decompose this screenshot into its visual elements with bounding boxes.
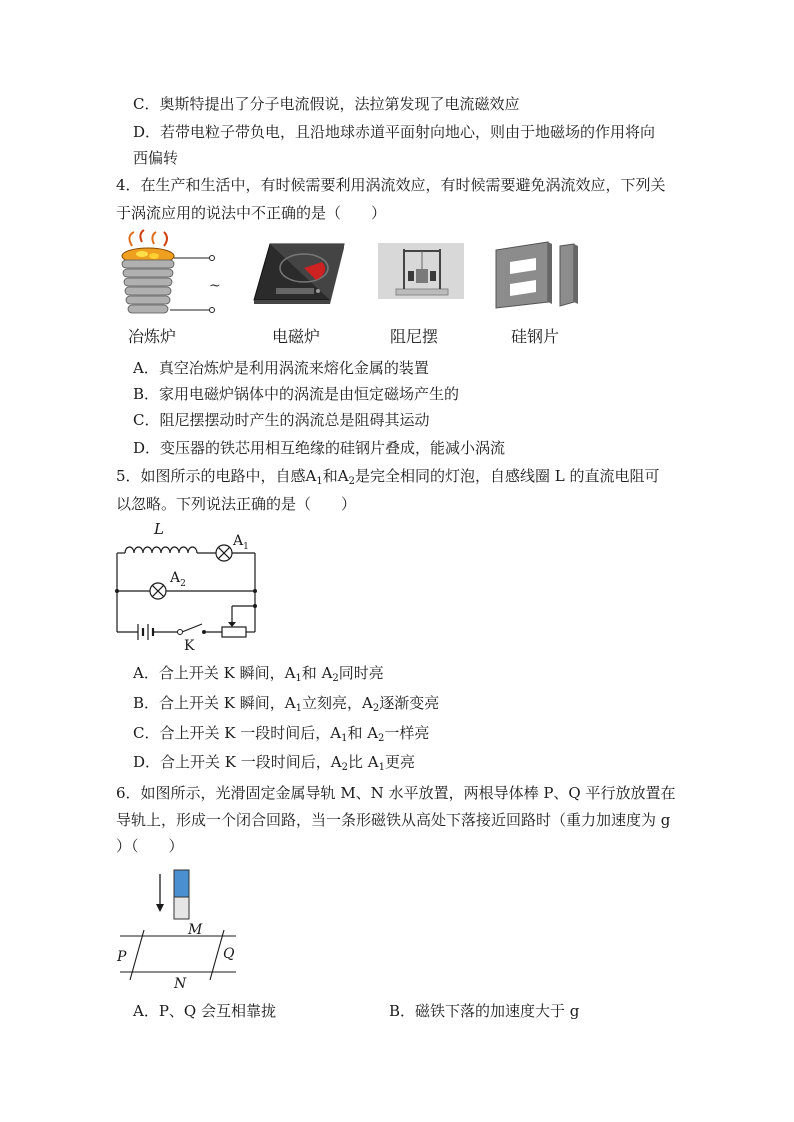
caption-smelting-furnace: 冶炼炉 [128, 327, 177, 346]
q5-option-b: B．合上开关 K 瞬间，$A_1$立刻亮，$A_2$逐渐变亮 [133, 694, 440, 714]
q3-option-d-line1: D．若带电粒子带负电，且沿地球赤道平面射向地心，则由于地磁场的作用将向 [133, 123, 656, 141]
coil-icon [122, 260, 174, 313]
switch-label: K [184, 638, 195, 654]
q4-stem-line1: 4．在生产和生活中，有时候需要利用涡流效应，有时候需要避免涡流效应，下列关 [116, 176, 666, 194]
rail-m-label: M [188, 922, 203, 938]
caption-damping-pendulum: 阻尼摆 [390, 327, 439, 346]
caption-silicon-steel: 硅钢片 [511, 327, 560, 346]
ac-tilde: ~ [209, 278, 221, 294]
q4-option-c: C．阻尼摆摆动时产生的涡流总是阻碍其运动 [133, 411, 430, 429]
damping-pendulum-figure [378, 243, 464, 299]
q6-stem-line2: 导轨上，形成一个闭合回路，当一条形磁铁从高处下落接近回路时（重力加速度为 g [116, 811, 671, 829]
flame-icon [129, 230, 167, 246]
q4-option-d: D．变压器的铁芯用相互绝缘的硅钢片叠成，能减小涡流 [133, 439, 506, 457]
circuit-diagram [112, 520, 262, 654]
inductor-label: L [154, 520, 164, 538]
q3-option-d-line2: 西偏转 [133, 149, 179, 167]
rod-q-label: Q [223, 946, 235, 962]
rod-p-label: P [117, 949, 127, 965]
magnet-rails-figure [112, 866, 242, 992]
smelting-furnace-figure [112, 232, 222, 324]
silicon-steel-sheet-figure [488, 240, 580, 310]
caption-induction-cooker: 电磁炉 [272, 327, 321, 346]
down-arrow-icon [156, 874, 164, 912]
q4-stem-line2: 于涡流应用的说法中不正确的是（ ） [116, 204, 387, 222]
q6-option-a: A．P、Q 会互相靠拢 [133, 1002, 276, 1020]
lamp-a2-label: $A_2$ [170, 570, 186, 589]
lamp-a1-label: $A_1$ [233, 533, 249, 552]
rail-n-label: N [174, 976, 187, 992]
q6-option-b: B．磁铁下落的加速度大于 g [389, 1002, 580, 1020]
q5-stem-line1: 5．如图所示的电路中，自感$A_1$和$A_2$是完全相同的灯泡，自感线圈 L 的直流电阻可 [116, 467, 660, 487]
q5-option-c: C．合上开关 K 一段时间后，$A_1$和 $A_2$一样亮 [133, 724, 430, 744]
q3-option-c: C．奥斯特提出了分子电流假说，法拉第发现了电流磁效应 [133, 95, 520, 113]
inductor-coil [125, 547, 197, 553]
q5-option-a: A．合上开关 K 瞬间，$A_1$和 $A_2$同时亮 [133, 664, 384, 684]
q4-option-b: B．家用电磁炉锅体中的涡流是由恒定磁场产生的 [133, 385, 460, 403]
induction-cooker-figure [252, 240, 348, 310]
q6-stem-line3: ）（ ） [116, 837, 184, 855]
q5-stem-line2: 以忽略。下列说法正确的是（ ） [116, 495, 357, 513]
q4-option-a: A．真空冶炼炉是利用涡流来熔化金属的装置 [133, 359, 429, 377]
q5-option-d: D．合上开关 K 一段时间后，$A_2$比 $A_1$更亮 [133, 753, 415, 773]
bar-magnet [174, 870, 189, 919]
q6-stem-line1: 6．如图所示，光滑固定金属导轨 M、N 水平放置，两根导体棒 P、Q 平行放放置在 [116, 784, 676, 802]
